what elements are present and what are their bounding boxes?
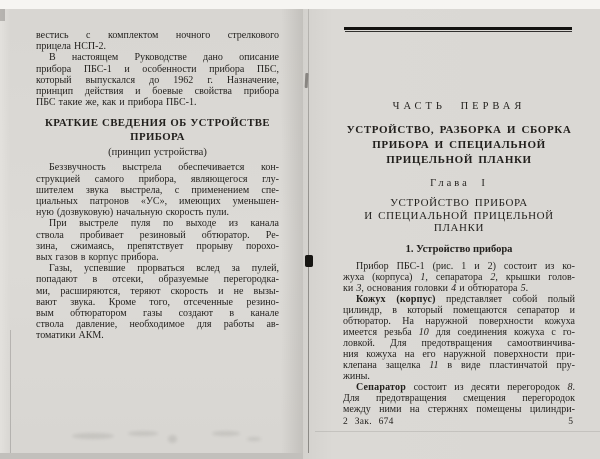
text-line: имеется резьба 10 для соединения кожуха с го- bbox=[343, 326, 576, 338]
text-line: жины. bbox=[343, 370, 370, 382]
left-section-subheading: (принцип устройства) bbox=[108, 147, 207, 159]
text-line: прибора ПБС-1 и особенности прибора ПБС, bbox=[36, 63, 279, 75]
text-line: ную (дозвуковую) начальную скорость пули. bbox=[36, 207, 229, 219]
text-line: жуха (корпуса) 1, сепаратора 2, крышки голов- bbox=[343, 271, 575, 283]
heading-line: УСТРОЙСТВО, РАЗБОРКА И СБОРКА bbox=[346, 124, 572, 136]
text-line: обтюратор. На наружной поверхности кожуха bbox=[343, 315, 575, 327]
spine-ink-blob bbox=[305, 255, 313, 267]
text-line: вестись с комплектом ночного стрелкового bbox=[36, 30, 279, 41]
text-line: При выстреле пуля по выходе из канала bbox=[49, 218, 279, 230]
text-line: Для предотвращения смещения перегородок bbox=[343, 392, 575, 404]
section-heading: 1. Устройство прибора bbox=[405, 243, 513, 255]
text-line: Сепаратор состоит из десяти перегородок 8. bbox=[356, 381, 575, 393]
text-line: томатики АКМ. bbox=[36, 330, 104, 342]
left-page bbox=[0, 9, 303, 453]
text-line: циальных патронов «УС», имеющих уменьшен- bbox=[36, 196, 279, 208]
chapter-title bbox=[343, 197, 575, 235]
text-line: зина, сжимаясь, препятствует прорыву порохо- bbox=[36, 240, 279, 252]
chapter-label: Глава I bbox=[430, 178, 488, 189]
ink-smudge bbox=[168, 435, 177, 443]
page-number: 5 bbox=[568, 417, 573, 427]
heading-line: ПЛАНКИ bbox=[433, 222, 485, 234]
text-line: между ними на стержнях помещены цилиндри- bbox=[343, 403, 575, 415]
part-label: ЧАСТЬ ПЕРВАЯ bbox=[392, 101, 526, 112]
text-line: Газы, успевшие прорваться вслед за пулей, bbox=[49, 263, 279, 275]
text-line: ствола пробивает резиновый обтюратор. Ре- bbox=[36, 229, 279, 241]
text-line: вым обтюратором газы создают в канале bbox=[36, 308, 279, 320]
text-line: ми, расширяются, теряют скорость и не вызы- bbox=[36, 285, 279, 297]
text-line: вают звука. Кроме того, отсеченные резино- bbox=[36, 296, 279, 308]
left-body-paragraphs bbox=[36, 162, 279, 341]
text-line: шителем звука выстрела, с применением спе- bbox=[36, 184, 279, 196]
text-line: Прибор ПБС-1 (рис. 1 и 2) состоит из ко- bbox=[356, 260, 575, 272]
right-body-paragraphs bbox=[343, 261, 575, 415]
ink-smudge bbox=[247, 437, 261, 441]
text-line: В настоящем Руководстве дано описание bbox=[49, 52, 279, 64]
page-footer bbox=[343, 416, 573, 428]
heading-line: ПРИБОРА bbox=[130, 131, 185, 144]
text-line: Кожух (корпус) представляет собой полый bbox=[356, 293, 576, 305]
ink-smudge bbox=[128, 431, 158, 436]
scanner-top-edge bbox=[0, 0, 600, 9]
text-line: прицела НСП-2. bbox=[36, 41, 106, 53]
part-title bbox=[343, 123, 575, 168]
text-line: ловкой. Для предотвращения самоотвинчива- bbox=[343, 337, 575, 349]
left-section-heading bbox=[36, 116, 279, 144]
heading-line: ПРИБОРА И СПЕЦИАЛЬНОЙ bbox=[372, 139, 546, 151]
text-line: попадают в отсеки, образуемые перегородка- bbox=[36, 274, 279, 286]
left-intro-paragraphs bbox=[36, 30, 279, 108]
scan-corner-artifact bbox=[0, 9, 5, 21]
text-line: ствола давление, необходимое для работы ав- bbox=[36, 319, 279, 331]
left-page-edge bbox=[10, 330, 11, 453]
text-line: ния кожуха на его наружной поверхности при- bbox=[343, 348, 575, 360]
text-line: струкцией самого прибора, являющегося глу- bbox=[36, 173, 279, 185]
heading-line: КРАТКИЕ СВЕДЕНИЯ ОБ УСТРОЙСТВЕ bbox=[44, 117, 271, 130]
text-line: ки 3, основания головки 4 и обтюратора 5. bbox=[343, 282, 529, 294]
heading-line: УСТРОЙСТВО ПРИБОРА bbox=[390, 197, 528, 209]
scanner-bottom-edge bbox=[0, 453, 303, 459]
chapter-header-rule bbox=[344, 27, 572, 30]
text-line: ПБС такие же, как и прибора ПБС-1. bbox=[36, 97, 197, 109]
text-line: цилиндр, в который помещаются сепаратор и bbox=[343, 304, 575, 316]
heading-line: И СПЕЦИАЛЬНОЙ ПРИЦЕЛЬНОЙ bbox=[364, 209, 554, 222]
text-line: вых газов в корпус прибора. bbox=[36, 252, 159, 264]
right-page-bottom-shadow bbox=[315, 431, 600, 432]
ink-smudge bbox=[212, 431, 240, 436]
right-page bbox=[303, 9, 600, 459]
text-line: Беззвучность выстрела обеспечивается кон- bbox=[49, 162, 279, 174]
left-page-text-column bbox=[36, 30, 279, 342]
text-line: который выпускался до 1962 г. Назначение, bbox=[36, 74, 279, 86]
text-line: принцип действия и боевые свойства прибора bbox=[36, 86, 279, 98]
text-line: клепана защелка 11 в виде пластинчатой пру- bbox=[343, 359, 575, 371]
ink-smudge bbox=[72, 433, 114, 439]
right-page-text-column bbox=[343, 100, 575, 415]
printing-order-number: 2 Зак. 674 bbox=[343, 417, 394, 427]
heading-line: ПРИЦЕЛЬНОЙ ПЛАНКИ bbox=[386, 154, 532, 166]
